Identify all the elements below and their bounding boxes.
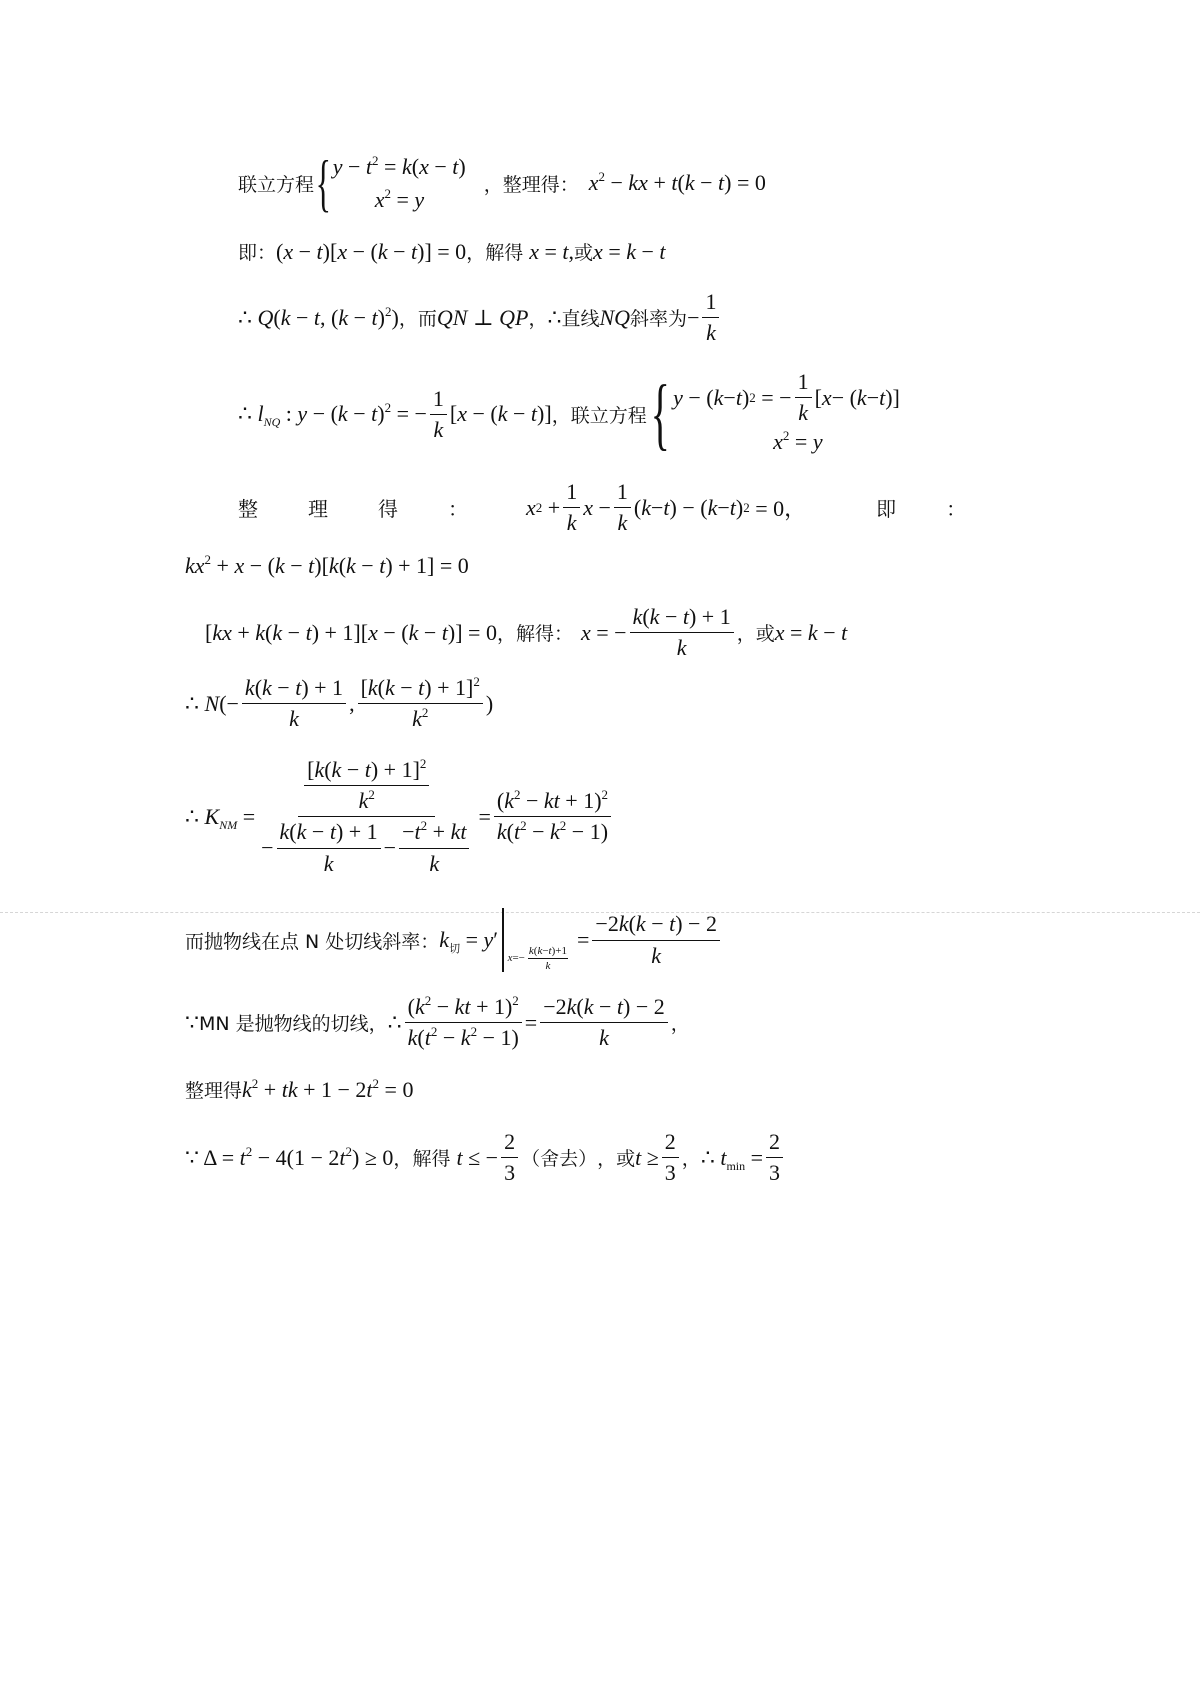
text-zheng: 整 — [238, 497, 258, 522]
text-zhengli: 整理得： — [502, 173, 579, 196]
text-lianli: 联立方程 — [238, 173, 315, 196]
text-parabola-tangent: 而抛物线在点 N 处切线斜率： — [185, 930, 440, 953]
text-de: 得 — [378, 497, 398, 522]
line-lnq: ∴ $l_{NQ}$ : $y - (k - t)^2$ = − $\frac{1}{k}$ [x − (k − t)] ， 联立方程 { y − ( k − t ) 2 = − $\frac{1}{k}$ [ x − ( k − t )] $x^2 = y$ — [238, 369, 900, 459]
text-ji-2: 即 — [876, 497, 897, 522]
text-huo: 或 — [574, 242, 594, 264]
text-ji: 即： — [238, 242, 277, 264]
line-tangent-slope: 而抛物线在点 N 处切线斜率： $k_切 = y'$ x =− $\frac{k(k-t)+1}{k}$ = $\frac{-2k(k - t) - 2}{k}$ — [185, 908, 723, 972]
text-shequ: （舍去） — [521, 1148, 598, 1171]
line-point-n: ∴ N(− $\frac{k(k - t) + 1}{k}$ , $\frac{[k(k - t) + 1]^2}{k^2}$ ) — [185, 674, 494, 732]
text-jiede-colon: 解得： — [515, 623, 573, 646]
equation-system-1: { $y - t^2 = k(x - t)$ $x^2 = y$ — [315, 147, 466, 218]
line-factor-2: [kx + k(k − t) + 1][x − (k − t)] = 0 ， 解得： x = − $\frac{k(k - t) + 1}{k}$ ，或 x = k − t — [205, 604, 848, 661]
text-min: min — [726, 1158, 746, 1173]
text-huo-2: ，或 — [736, 623, 775, 646]
text-jiede-2: 解得 — [412, 1148, 451, 1171]
text-qie: 切 — [449, 942, 461, 955]
text-mn-tangent: MN 是抛物线的切线， — [199, 1013, 388, 1036]
equation-system-2: { y − ( k − t ) 2 = − $\frac{1}{k}$ [ x − ( k − t )] $x^2 = y$ — [650, 369, 900, 459]
text-lianli-2: 联立方程 — [570, 404, 647, 427]
line-factor-1: 即： (x − t)[x − (k − t)] = 0 ， 解得 x = t, 或 x = k − t — [238, 238, 666, 264]
line-system-1: 联立方程 { $y - t^2 = k(x - t)$ $x^2 = y$ ， 整理得： $x^2$ − kx + t(k − t) = 0 — [238, 147, 766, 218]
line-kx2: $kx^2 + x - (k - t)[k(k - t) + 1] = 0$ — [185, 552, 469, 578]
text-xielv: 斜率为 — [630, 308, 688, 331]
line-point-q: ∴ Q(k − t, $(k - t)^2$) ， 而 QN ⊥ QP ， ∴ 直线 NQ 斜率为 − $\frac{1}{k}$ — [238, 290, 722, 345]
text-huo-3: ，或 — [597, 1148, 636, 1171]
line-discriminant: ∵ $\Delta = t^2 - 4(1 - 2t^2) \ge 0$ ， 解得 t ≤ − $\frac{2}{3}$ （舍去） ，或 t ≥ $\frac{2}{3}$ ， ∴ $t_{min}$ = $\frac{2}{3}$ — [185, 1130, 786, 1185]
text-colon-1: ： — [448, 497, 468, 522]
evaluation-bar: x =− $\frac{k(k-t)+1}{k}$ — [502, 908, 571, 972]
line-knm: ∴ $K_{NM}$ = $\frac{[k(k - t) + 1]^2}{k^2}$ − $\frac{k(k - t) + 1}{k}$ − $\frac{-t^2 + kt}{k}$ = $\frac{(k^2 - kt + 1)^2}{k(t^2 - k^2 - 1)}$ — [185, 758, 614, 876]
text-jiede: 解得 — [485, 242, 524, 264]
line-quadratic: 整理得 $k^2$ + tk + $1 - 2t^2 = 0$ — [185, 1075, 414, 1102]
text-colon-2: ： — [946, 497, 967, 522]
line-zhengli-spread: 整 理 得 ： x 2 + $\frac{1}{k}$ x − $\frac{1}{k}$ ( k − t ) − ( k − t ) 2 = 0， 即 ： — [238, 479, 967, 536]
text-li: 理 — [308, 497, 328, 522]
text-er: 而 — [417, 308, 437, 331]
line-mn-tangent: ∵ MN 是抛物线的切线， ∴ $\frac{(k^2 - kt + 1)^2}{k(t^2 - k^2 - 1)}$ = $\frac{-2k(k - t) - 2}{k}$ ， — [185, 993, 690, 1051]
text-zhixian: 直线 — [561, 308, 600, 331]
text-zhengli-2: 整理得 — [185, 1080, 243, 1102]
